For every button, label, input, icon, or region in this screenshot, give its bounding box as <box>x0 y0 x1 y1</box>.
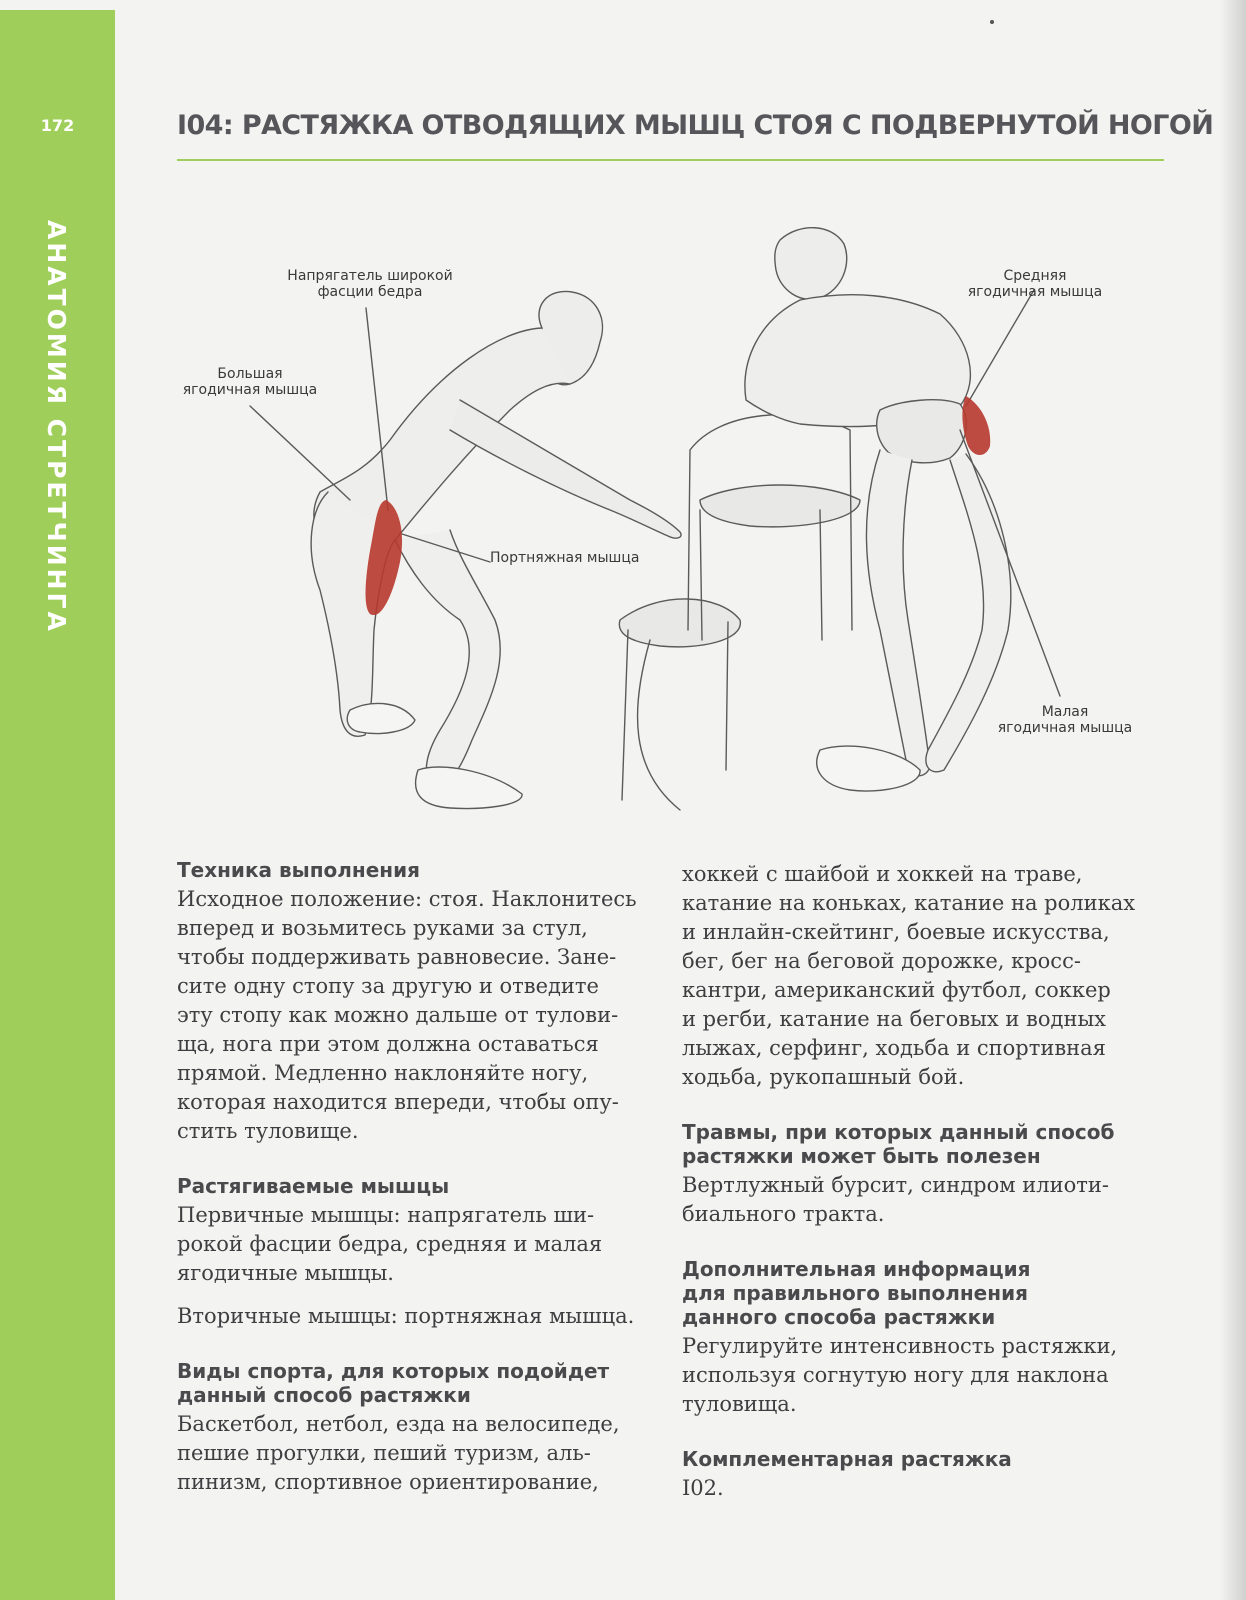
section-muscles <box>177 1174 647 1331</box>
section-technique <box>177 858 647 1146</box>
label-sartorius: Портняжная мышца <box>490 550 640 566</box>
section-tab: АНАТОМИЯ СТРЕТЧИНГА <box>42 220 71 634</box>
text-sports-part1: Баскетбол, нетбол, езда на велосипеде, пешие прогулки, пеший туризм, аль- пинизм, спортивное ориентирование, <box>177 1412 620 1494</box>
text-sports-part2: хоккей с шайбой и хоккей на траве, катание на коньках, катание на роликах и инлайн-скейтинг, боевые искусства, бег, бег на беговой дорожке, кросс- кантри, американский футбол, соккер и регби, катание на беговых и водных лыжах, серфинг, ходьба и спортивная ходьба, рукопашный бой. <box>682 862 1136 1089</box>
section-tips <box>682 1257 1152 1419</box>
heading-complementary: Комплементарная растяжка <box>682 1447 1012 1471</box>
text-complementary: I02. <box>682 1476 724 1500</box>
section-complementary <box>682 1447 1152 1503</box>
right-column <box>682 860 1152 1531</box>
heading-technique: Техника выполнения <box>177 858 420 882</box>
left-figure-front-shoe <box>416 767 522 808</box>
front-stool <box>619 599 740 647</box>
text-primary-muscles: Первичные мышцы: напрягатель ши- рокой фасции бедра, средняя и малая ягодичные мышцы. <box>177 1203 603 1285</box>
label-gluteus-maximus: Большая ягодичная мышца <box>182 366 318 398</box>
label-tensor-fasciae-latae: Напрягатель широкой фасции бедра <box>287 268 453 300</box>
page-edge-shadow <box>1220 0 1246 1600</box>
left-figure-front-leg <box>395 530 500 785</box>
back-chair-seat <box>700 485 860 527</box>
page-number: 172 <box>40 116 75 135</box>
anatomy-drawing <box>160 210 1160 840</box>
left-figure-back-shoe <box>347 703 415 733</box>
anatomy-illustration <box>160 210 1160 840</box>
right-figure-leg-left <box>866 450 930 776</box>
front-stool-legs <box>622 622 728 810</box>
label-gluteus-minimus: Малая ягодичная мышца <box>997 704 1133 736</box>
text-secondary-muscles: Вторичные мышцы: портняжная мышца. <box>177 1304 635 1328</box>
label-gluteus-medius: Средняя ягодичная мышца <box>967 268 1103 300</box>
section-sports-continued <box>682 860 1152 1092</box>
heading-tips: Дополнительная информация для правильного выполнения данного способа растяжки <box>682 1257 1031 1329</box>
speck <box>990 20 994 24</box>
section-sports <box>177 1359 647 1497</box>
heading-sports: Виды спорта, для которых подойдет данный способ растяжки <box>177 1359 610 1407</box>
text-tips: Регулируйте интенсивность растяжки, используя согнутую ногу для наклона туловища. <box>682 1334 1118 1416</box>
heading-injuries: Травмы, при которых данный способ растяжки может быть полезен <box>682 1120 1115 1168</box>
page-title: I04: РАСТЯЖКА ОТВОДЯЩИХ МЫШЦ СТОЯ С ПОДВЕРНУТОЙ НОГОЙ <box>177 110 1214 141</box>
text-technique: Исходное положение: стоя. Наклонитесь вперед и возьмитесь руками за стул, чтобы поддерживать равновесие. Зане- сите одну стопу за другую и отведите эту стопу как можно дальше от тулови- ща, нога при этом должна оставаться прямой. Медленно наклоняйте ногу, которая находится впереди, чтобы опу- стить туловище. <box>177 887 637 1143</box>
heading-muscles: Растягиваемые мышцы <box>177 1174 450 1198</box>
title-rule <box>177 159 1164 161</box>
left-column <box>177 858 647 1525</box>
text-injuries: Вертлужный бурсит, синдром илиоти- биального тракта. <box>682 1173 1109 1226</box>
right-figure-head <box>775 228 847 300</box>
left-figure-arm <box>450 400 681 538</box>
section-injuries <box>682 1120 1152 1229</box>
